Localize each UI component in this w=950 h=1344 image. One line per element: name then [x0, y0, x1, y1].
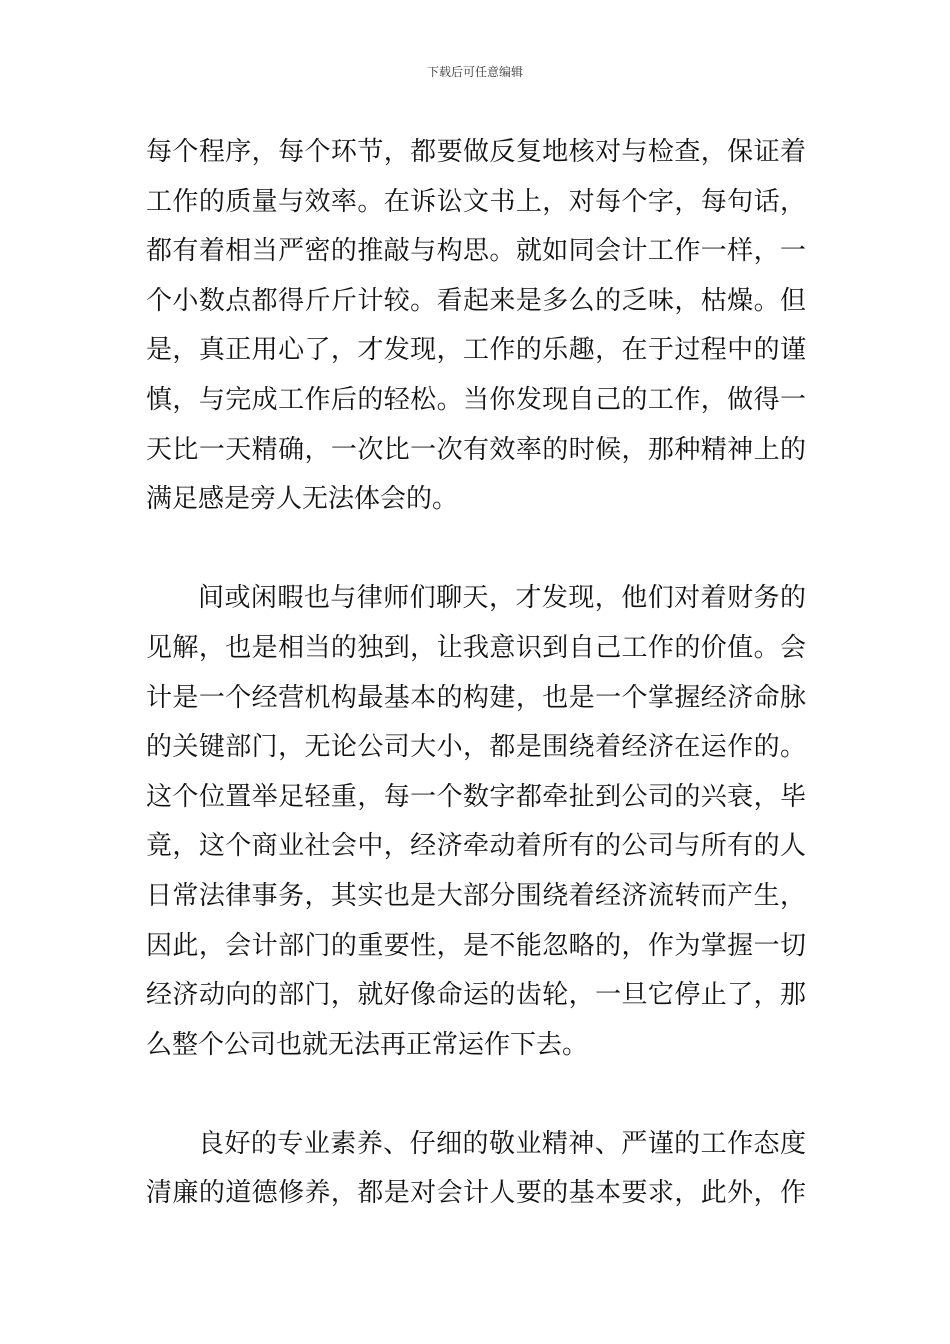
paragraph-1	[146, 128, 806, 525]
text-line: 都有着相当严密的推敲与构思。就如同会计工作一样，一	[146, 236, 806, 267]
text-line: 这个位置举足轻重，每一个数字都牵扯到公司的兴衰，毕	[146, 781, 806, 812]
paragraph-gap	[146, 1070, 806, 1120]
text-line: 因此，会计部门的重要性，是不能忽略的，作为掌握一切	[146, 930, 806, 961]
text-line: 日常法律事务，其实也是大部分围绕着经济流转而产生，	[146, 880, 806, 911]
paragraph-gap	[146, 525, 806, 575]
text-line: 工作的质量与效率。在诉讼文书上，对每个字，每句话，	[146, 186, 806, 217]
text-line: 间或闲暇也与律师们聊天，才发现，他们对着财务的	[198, 583, 806, 614]
paragraph-3	[146, 1120, 806, 1219]
text-line: 计是一个经营机构最基本的构建，也是一个掌握经济命脉	[146, 682, 806, 713]
text-line: 清廉的道德修养，都是对会计人要的基本要求，此外，作	[146, 1178, 806, 1209]
text-line: 天比一天精确，一次比一次有效率的时候，那种精神上的	[146, 434, 806, 465]
text-line: 竟，这个商业社会中，经济牵动着所有的公司与所有的人	[146, 831, 806, 862]
paragraph-2	[146, 574, 806, 1070]
document-body	[146, 128, 806, 1219]
text-line: 良好的专业素养、仔细的敬业精神、严谨的工作态度	[198, 1128, 806, 1159]
text-line: 慎，与完成工作后的轻松。当你发现自己的工作，做得一	[146, 384, 806, 415]
text-line: 的关键部门，无论公司大小，都是围绕着经济在运作的。	[146, 732, 806, 763]
text-line: 满足感是旁人无法体会的。	[146, 484, 459, 515]
text-line: 个小数点都得斤斤计较。看起来是多么的乏味，枯燥。但	[146, 285, 806, 316]
text-line: 么整个公司也就无法再正常运作下去。	[146, 1029, 589, 1060]
text-line: 是，真正用心了，才发现，工作的乐趣，在于过程中的谨	[146, 335, 806, 366]
page-header: 下载后可任意编辑	[426, 65, 523, 79]
text-line: 每个程序，每个环节，都要做反复地核对与检查，保证着	[146, 137, 806, 167]
text-line: 见解，也是相当的独到，让我意识到自己工作的价值。会	[146, 632, 806, 663]
text-line: 经济动向的部门，就好像命运的齿轮，一旦它停止了，那	[146, 980, 806, 1011]
